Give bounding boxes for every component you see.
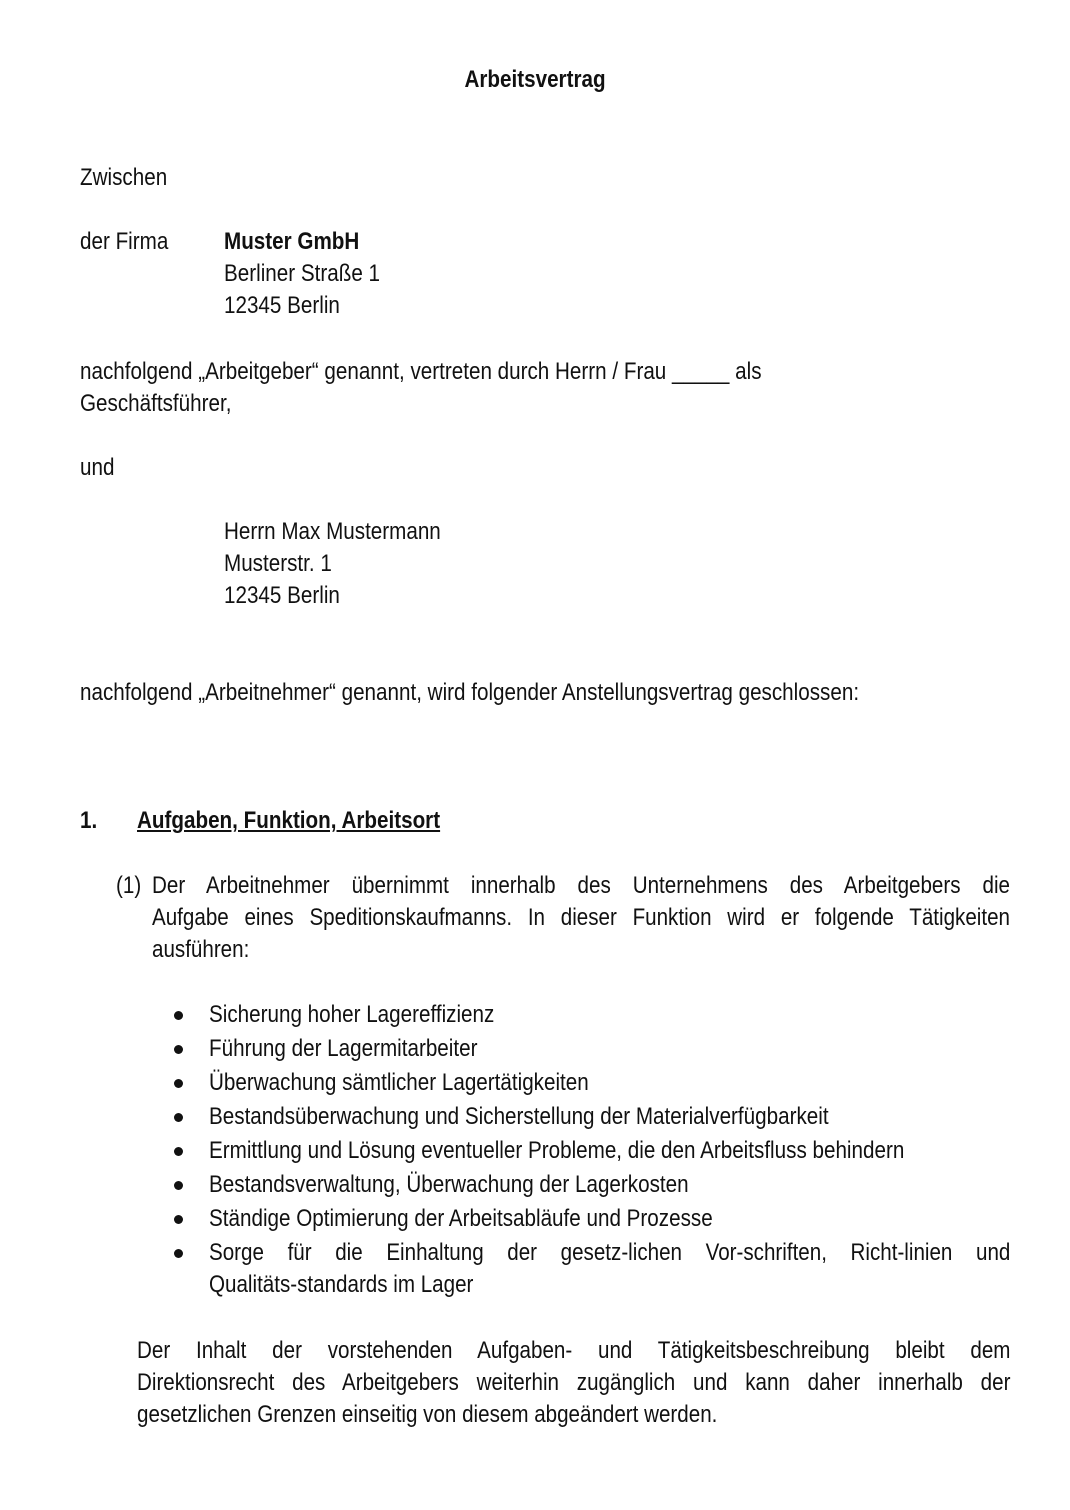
paragraph-1-label-text: (1) [116, 872, 142, 899]
closing-paragraph-line: gesetzlichen Grenzen einseitig von diesem abgeändert werden. [137, 1401, 718, 1428]
document-title [0, 64, 1070, 96]
list-item [209, 1067, 651, 1099]
list-item-text: Überwachung sämtlicher Lagertätigkeiten [209, 1069, 589, 1096]
arbeitgeber-line-1 [80, 356, 872, 388]
firma-name-text: Muster GmbH [224, 228, 360, 255]
list-item-text: Ermittlung und Lösung eventueller Probleme, die den Arbeitsfluss behindern [209, 1137, 905, 1164]
list-item [209, 1101, 929, 1133]
employee-street-text: Musterstr. 1 [224, 550, 332, 577]
bullet-icon [174, 1181, 183, 1190]
paragraph-1 [152, 870, 1010, 966]
list-item [209, 1033, 521, 1065]
firma-street-text: Berliner Straße 1 [224, 260, 381, 287]
section-1-number [80, 805, 100, 837]
bullet-icon [174, 1079, 183, 1088]
list-item-text: Sicherung hoher Lagereffizienz [209, 1001, 495, 1028]
paragraph-1-label [116, 870, 145, 902]
bullet-icon [174, 1215, 183, 1224]
paragraph-1-line: ausführen: [152, 936, 250, 963]
section-1-heading-text: Aufgaben, Funktion, Arbeitsort [137, 807, 441, 834]
zwischen-text [80, 162, 181, 194]
paragraph-1-line: Der Arbeitnehmer übernimmt innerhalb des Unternehmens des Arbeitgebers die [152, 872, 1010, 899]
employee-name [224, 516, 476, 548]
list-item [209, 1237, 1010, 1301]
employee-city [224, 580, 359, 612]
paragraph-1-line: Aufgabe eines Speditionskaufmanns. In dieser Funktion wird er folgende Tätigkeiten [152, 904, 1010, 931]
list-item [209, 999, 541, 1031]
closing-paragraph-line: Der Inhalt der vorstehenden Aufgaben- und Tätigkeitsbeschreibung bleibt dem [137, 1337, 1011, 1364]
list-item [209, 1203, 795, 1235]
section-1-heading [137, 805, 489, 837]
employee-street [224, 548, 349, 580]
bullet-icon [174, 1045, 183, 1054]
list-item-text: Ständige Optimierung der Arbeitsabläufe und Prozesse [209, 1205, 713, 1232]
employee-name-text: Herrn Max Mustermann [224, 518, 441, 545]
list-item-text: Führung der Lagermitarbeiter [209, 1035, 478, 1062]
list-item-text: Sorge für die Einhaltung der gesetz-lichen Vor-schriften, Richt-linien und [209, 1239, 1011, 1266]
closing-paragraph-line: Direktionsrecht des Arbeitgebers weiterhin zugänglich und kann daher innerhalb der [137, 1369, 1011, 1396]
list-item-text: Bestandsüberwachung und Sicherstellung der Materialverfügbarkeit [209, 1103, 829, 1130]
arbeitnehmer-line-text: nachfolgend „Arbeitnehmer“ genannt, wird folgender Anstellungsvertrag geschlossen: [80, 679, 860, 706]
firma-label-text: der Firma [80, 228, 169, 255]
firma-name [224, 226, 381, 258]
list-item-text: Bestandsverwaltung, Überwachung der Lagerkosten [209, 1171, 689, 1198]
closing-paragraph [137, 1335, 1010, 1431]
bullet-icon [174, 1011, 183, 1020]
firma-city [224, 290, 359, 322]
bullet-icon [174, 1147, 183, 1156]
und-text [80, 452, 120, 484]
arbeitnehmer-line [80, 677, 986, 709]
bullet-icon [174, 1113, 183, 1122]
list-item [209, 1135, 1018, 1167]
employee-city-text: 12345 Berlin [224, 582, 340, 609]
arbeitgeber-line-1-text: nachfolgend „Arbeitgeber“ genannt, vertreten durch Herrn / Frau _____ als [80, 358, 762, 385]
firma-city-text: 12345 Berlin [224, 292, 340, 319]
document-title-text: Arbeitsvertrag [464, 66, 606, 93]
section-1-number-text: 1. [80, 807, 98, 834]
list-item-text: Qualitäts-standards im Lager [209, 1271, 474, 1298]
list-item [209, 1169, 767, 1201]
firma-label [80, 226, 183, 258]
bullet-icon [174, 1249, 183, 1258]
arbeitgeber-line-2-text: Geschäftsführer, [80, 390, 232, 417]
und-label: und [80, 454, 115, 481]
firma-street [224, 258, 405, 290]
arbeitgeber-line-2 [80, 388, 256, 420]
zwischen-label: Zwischen [80, 164, 168, 191]
